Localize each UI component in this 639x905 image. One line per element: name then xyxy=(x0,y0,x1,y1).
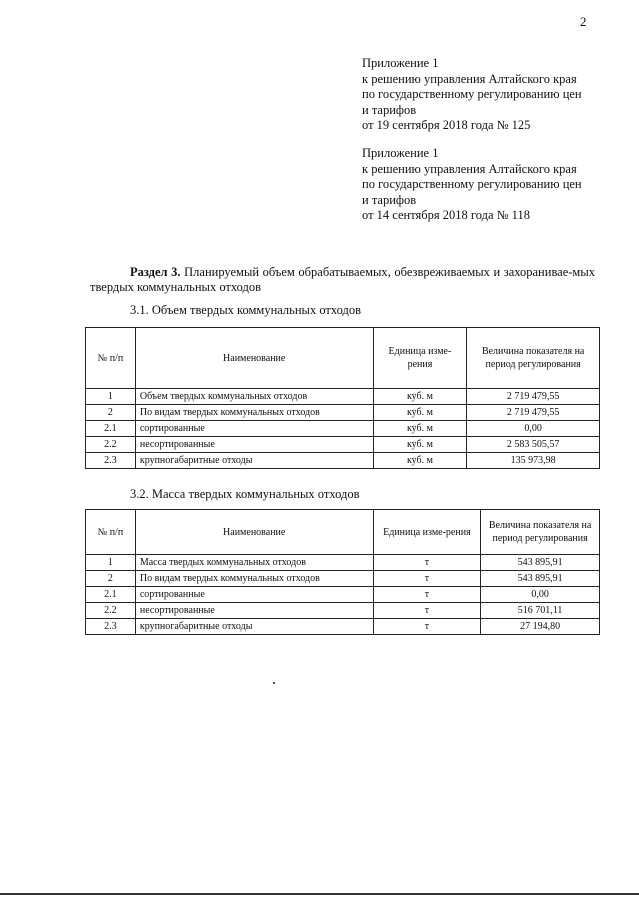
cell-unit: т xyxy=(373,555,481,571)
table-row xyxy=(86,571,600,587)
cell-name: По видам твердых коммунальных отходов xyxy=(135,405,373,421)
table-row xyxy=(86,555,600,571)
cell-number: 2.2 xyxy=(86,437,136,453)
cell-value: 543 895,91 xyxy=(481,571,600,587)
cell-number: 2.3 xyxy=(86,453,136,469)
cell-name: крупногабаритные отходы xyxy=(135,619,373,635)
annex-line: от 14 сентября 2018 года № 118 xyxy=(362,208,530,222)
cell-name: несортированные xyxy=(135,603,373,619)
scan-speck xyxy=(273,682,275,684)
annex-line: к решению управления Алтайского края xyxy=(362,161,577,176)
annex-line: и тарифов xyxy=(362,102,417,117)
table-row xyxy=(86,603,600,619)
annex-line: по государственному регулированию цен xyxy=(362,87,582,101)
cell-name: По видам твердых коммунальных отходов xyxy=(135,571,373,587)
cell-number: 2.1 xyxy=(86,587,136,603)
cell-unit: т xyxy=(373,619,481,635)
cell-name: Масса твердых коммунальных отходов xyxy=(135,555,373,571)
col-header-unit: Единица изме-рения xyxy=(373,510,481,555)
cell-number: 2 xyxy=(86,571,136,587)
section-text: Планируемый объем обрабатываемых, обезвреживаемых и захоранивае-мых твердых коммунальных отходов xyxy=(90,265,595,294)
table1-title: 3.1. Объем твердых коммунальных отходов xyxy=(130,303,362,317)
page-bottom-border xyxy=(0,893,639,895)
cell-value: 27 194,80 xyxy=(481,619,600,635)
cell-value: 516 701,11 xyxy=(481,603,600,619)
cell-value: 0,00 xyxy=(481,587,600,603)
section-heading xyxy=(90,265,595,295)
cell-number: 2 xyxy=(86,405,136,421)
col-header-value: Величина показателя на период регулирования xyxy=(467,328,600,389)
col-header-name: Наименование xyxy=(135,328,373,389)
table-row xyxy=(86,619,600,635)
annex-1-block xyxy=(362,56,582,134)
cell-value: 543 895,91 xyxy=(481,555,600,571)
cell-number: 1 xyxy=(86,555,136,571)
col-header-number: № п/п xyxy=(86,510,136,555)
cell-number: 2.1 xyxy=(86,421,136,437)
cell-unit: т xyxy=(373,571,481,587)
cell-name: сортированные xyxy=(135,421,373,437)
cell-unit: куб. м xyxy=(373,421,467,437)
cell-unit: куб. м xyxy=(373,453,467,469)
table-row xyxy=(86,405,600,421)
cell-unit: куб. м xyxy=(373,437,467,453)
section-label: Раздел 3. xyxy=(130,265,181,279)
cell-number: 2.2 xyxy=(86,603,136,619)
table-row xyxy=(86,453,600,469)
cell-value: 2 583 505,57 xyxy=(467,437,600,453)
cell-unit: т xyxy=(373,587,481,603)
col-header-number: № п/п xyxy=(86,328,136,389)
col-header-unit: Единица изме-рения xyxy=(373,328,467,389)
cell-name: несортированные xyxy=(135,437,373,453)
cell-number: 2.3 xyxy=(86,619,136,635)
cell-unit: куб. м xyxy=(373,405,467,421)
col-header-value: Величина показателя на период регулирования xyxy=(481,510,600,555)
cell-name: крупногабаритные отходы xyxy=(135,453,373,469)
table-header-row xyxy=(86,510,600,555)
cell-value: 2 719 479,55 xyxy=(467,389,600,405)
cell-value: 135 973,98 xyxy=(467,453,600,469)
cell-value: 2 719 479,55 xyxy=(467,405,600,421)
volume-table xyxy=(85,327,600,469)
table-row xyxy=(86,421,600,437)
cell-name: Объем твердых коммунальных отходов xyxy=(135,389,373,405)
cell-name: сортированные xyxy=(135,587,373,603)
cell-unit: куб. м xyxy=(373,389,467,405)
annex-line: Приложение 1 xyxy=(362,56,439,70)
table-row xyxy=(86,587,600,603)
cell-value: 0,00 xyxy=(467,421,600,437)
table-row xyxy=(86,437,600,453)
table2-title: 3.2. Масса твердых коммунальных отходов xyxy=(130,487,360,501)
annex-line: Приложение 1 xyxy=(362,146,439,160)
annex-line: и тарифов xyxy=(362,192,417,207)
page-number: 2 xyxy=(580,14,587,29)
table-header-row xyxy=(86,328,600,389)
cell-number: 1 xyxy=(86,389,136,405)
cell-unit: т xyxy=(373,603,481,619)
table-row xyxy=(86,389,600,405)
mass-table xyxy=(85,509,600,635)
col-header-name: Наименование xyxy=(135,510,373,555)
annex-line: от 19 сентября 2018 года № 125 xyxy=(362,118,531,132)
annex-line: по государственному регулированию цен xyxy=(362,177,582,191)
annex-line: к решению управления Алтайского края xyxy=(362,71,577,86)
annex-2-block xyxy=(362,146,582,224)
